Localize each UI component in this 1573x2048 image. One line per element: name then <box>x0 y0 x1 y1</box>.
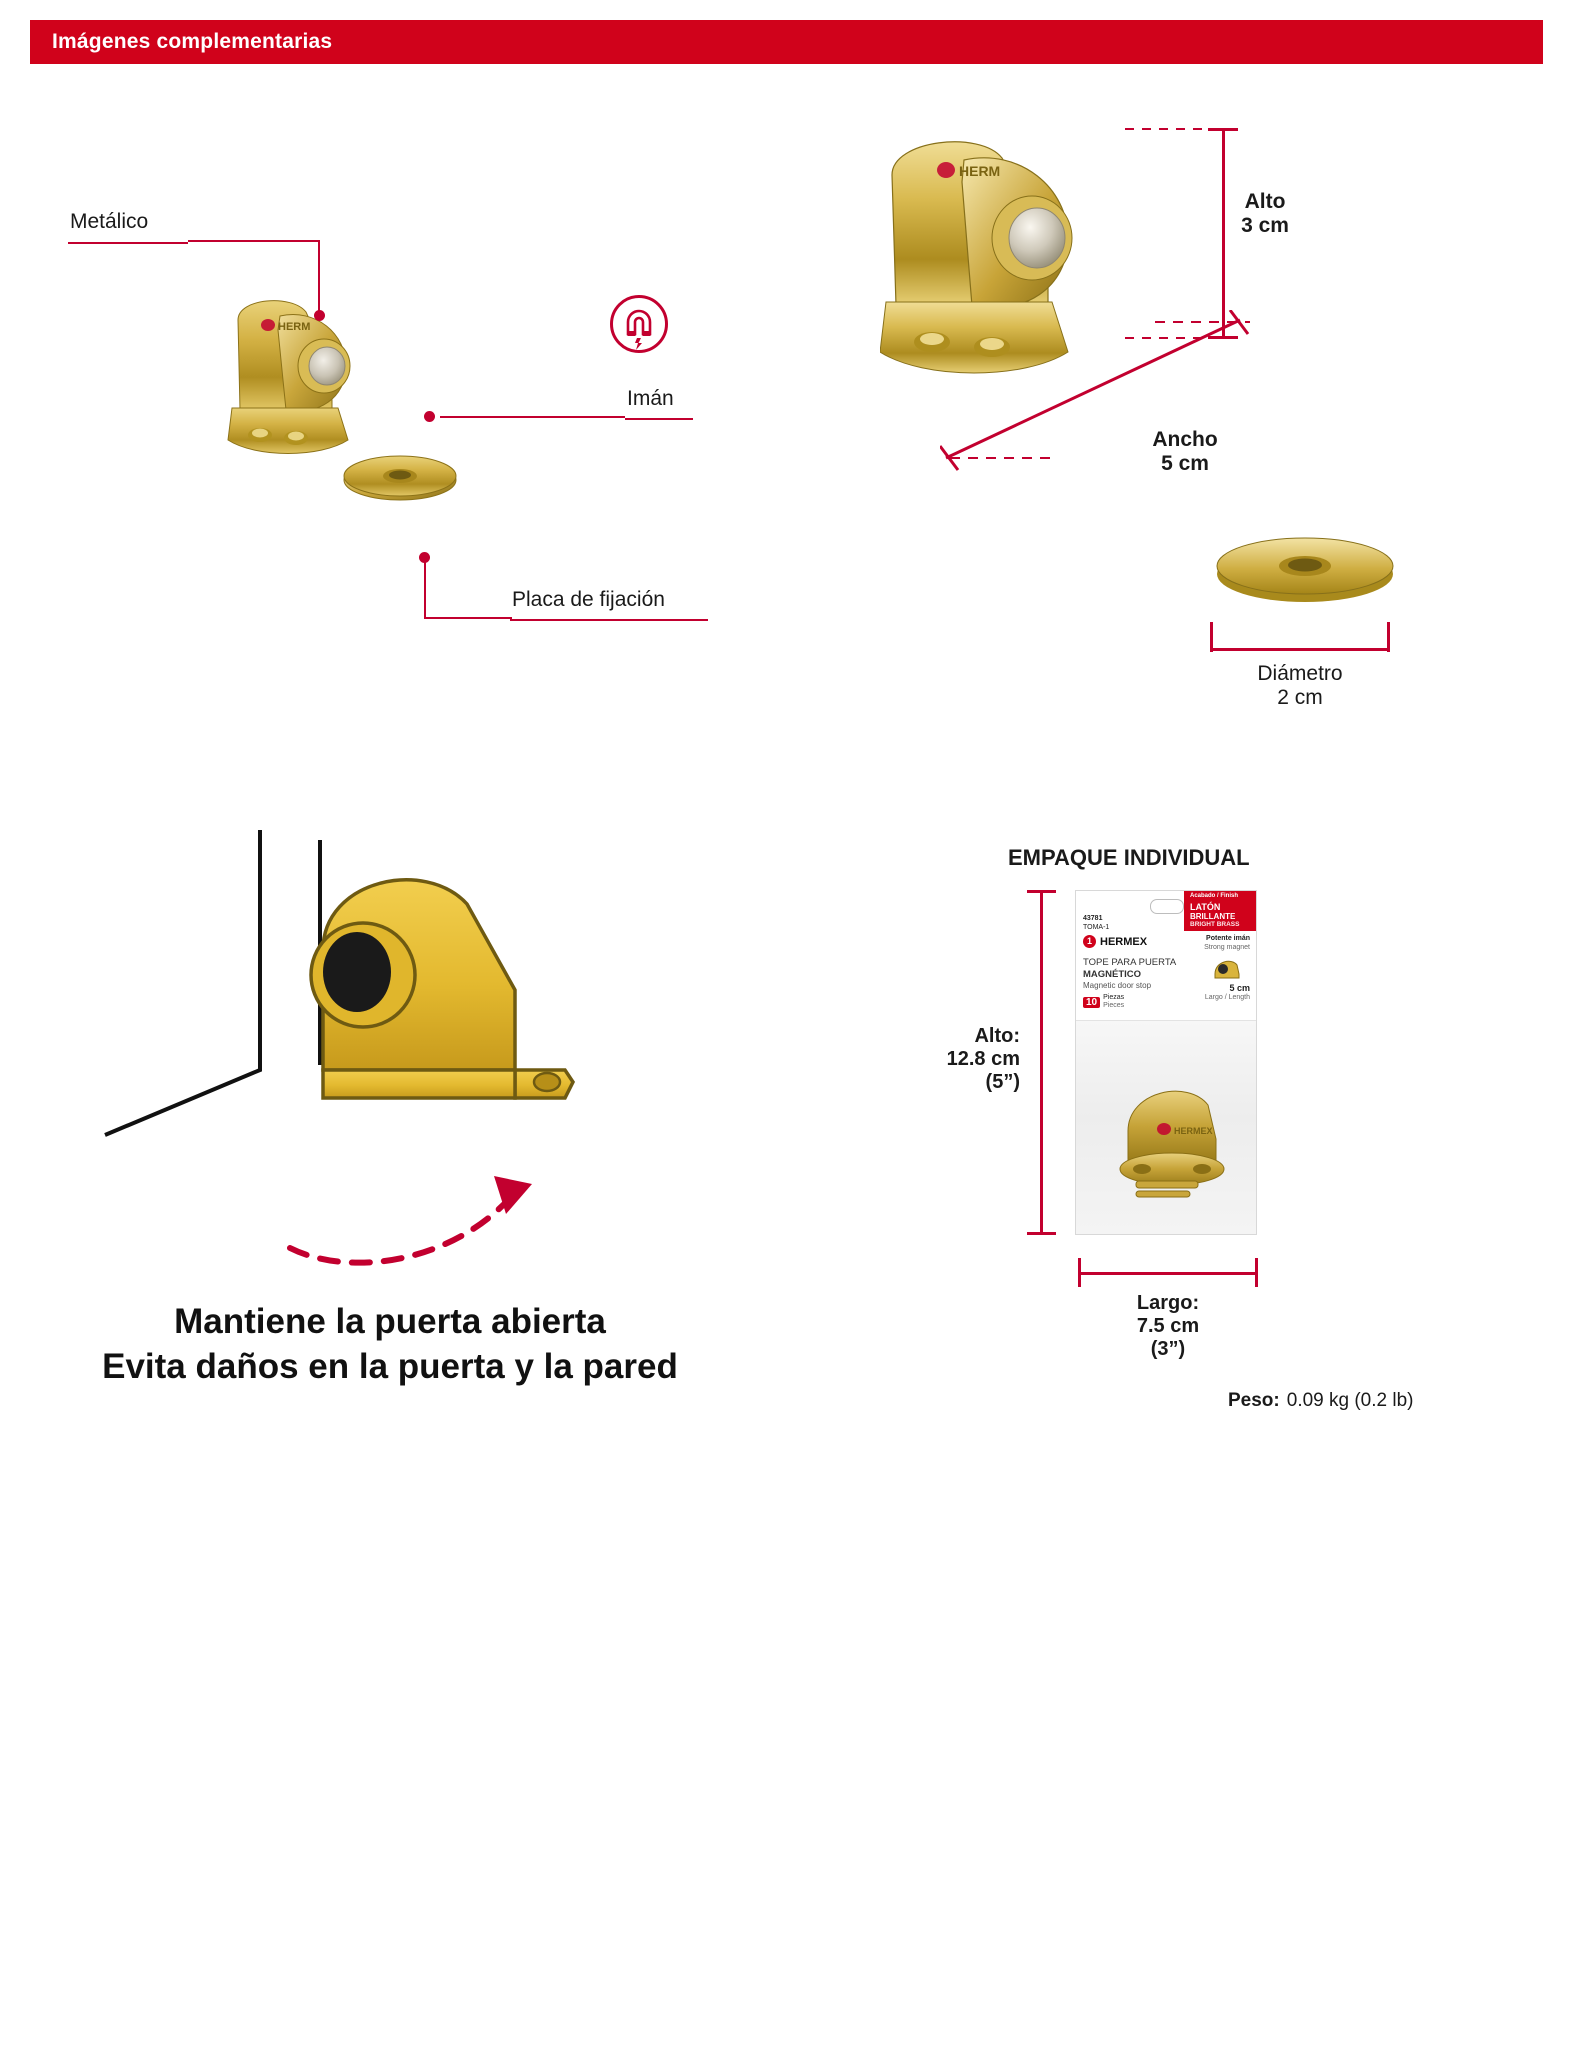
callout-dot-metalico <box>314 310 325 321</box>
package-brand-name: HERMEX <box>1100 935 1148 948</box>
package-finish-banner <box>1184 891 1256 931</box>
package-hang-hole <box>1150 899 1184 914</box>
door-stop-small-svg <box>220 290 520 550</box>
package-alto-inches: (5”) <box>985 1071 1020 1093</box>
package-contents-svg <box>1076 1021 1257 1235</box>
dim-diametro-value: 2 cm <box>1277 686 1323 709</box>
callout-label-placa: Placa de fijación <box>512 588 665 611</box>
svg-text:HERM: HERM <box>278 321 311 333</box>
package-finish-top: Acabado / Finish <box>1190 893 1239 899</box>
page-title: Imágenes complementarias <box>52 30 333 53</box>
dim-alto-value: 3 cm <box>1241 214 1289 237</box>
dim-diametro-block <box>1190 662 1410 710</box>
package-product-thumb-icon <box>1212 954 1242 980</box>
package-brand <box>1083 935 1147 948</box>
package-sku: TOMA-1 <box>1083 924 1110 931</box>
package-dim-largo-tick-right <box>1255 1258 1258 1287</box>
package-size-value: 5 cm <box>1229 983 1250 993</box>
strike-plate-illustration <box>1205 520 1405 620</box>
section-header-band <box>30 20 1543 64</box>
package-dim-alto-tick-bottom <box>1027 1232 1056 1235</box>
callout-dot-iman <box>424 411 435 422</box>
svg-text:HERM: HERM <box>959 163 1001 179</box>
package-product-es-1: TOPE PARA PUERTA <box>1083 957 1177 968</box>
package-qty-note-en: Pieces <box>1103 1002 1125 1010</box>
magnet-icon <box>610 295 668 353</box>
usage-slogan-line1: Mantiene la puerta abierta <box>174 1302 606 1341</box>
package-alto-label: Alto: <box>974 1025 1020 1047</box>
package-finish-1: LATÓN <box>1190 902 1221 912</box>
callout-line-placa-v <box>424 560 426 618</box>
package-qty-note-es: Piezas <box>1103 994 1125 1001</box>
usage-slogan <box>60 1300 720 1390</box>
package-section-title: EMPAQUE INDIVIDUAL <box>1008 845 1250 870</box>
package-largo-inches: (3”) <box>1150 1338 1186 1360</box>
package-photo <box>1075 890 1257 1235</box>
package-largo-value: 7.5 cm <box>1136 1315 1200 1337</box>
package-dim-alto-tick-top <box>1027 890 1056 893</box>
usage-slogan-line2: Evita daños en la puerta y la pared <box>102 1346 678 1386</box>
package-weight-row <box>1228 1390 1414 1412</box>
package-dim-largo-line <box>1078 1272 1258 1275</box>
package-peso-label: Peso: <box>1228 1390 1280 1411</box>
package-product-en: Magnetic door stop <box>1083 980 1152 990</box>
package-largo-label: Largo: <box>1136 1292 1200 1314</box>
package-magnet-note-en: Strong magnet <box>1204 944 1250 951</box>
dim-guide-diametro-line <box>1210 648 1390 651</box>
callout-line-placa-h <box>424 617 512 619</box>
brand-badge-icon: 1 <box>1083 935 1096 948</box>
door-swing-arrow-icon <box>280 1170 580 1280</box>
package-dim-largo-tick-left <box>1078 1258 1081 1287</box>
usage-scene-svg <box>95 820 625 1230</box>
callout-line-iman-h <box>440 416 625 418</box>
dim-diametro-label: Diámetro <box>1257 662 1343 685</box>
dim-ancho-value: 5 cm <box>1161 452 1209 475</box>
package-header-card <box>1076 891 1256 1021</box>
callout-underline-iman <box>625 418 693 420</box>
package-size-note: Largo / Length <box>1204 994 1250 1001</box>
dim-tick-diametro-left <box>1210 622 1213 652</box>
dim-tick-diametro-right <box>1387 622 1390 652</box>
svg-text:HERMEX: HERMEX <box>1174 1126 1213 1136</box>
dim-ancho-block <box>1095 428 1275 476</box>
callout-line-metalico-h <box>188 240 320 242</box>
usage-illustration <box>95 820 625 1230</box>
product-exploded-illustration <box>220 290 520 550</box>
dim-alto-label: Alto <box>1244 190 1286 213</box>
package-qty-number: 10 <box>1083 997 1100 1008</box>
dim-alto-block <box>1190 190 1340 238</box>
callout-dot-placa <box>419 552 430 563</box>
package-peso-value: 0.09 kg (0.2 lb) <box>1286 1390 1414 1411</box>
package-code: 43781 <box>1083 915 1103 922</box>
callout-line-metalico-v <box>318 240 320 315</box>
package-finish-2: BRILLANTE <box>1190 912 1236 921</box>
package-finish-3: BRIGHT BRASS <box>1190 921 1240 928</box>
dim-tick-alto-top <box>1208 128 1238 131</box>
callout-underline-placa <box>510 619 708 621</box>
dim-ancho-label: Ancho <box>1152 428 1218 451</box>
package-magnet-note-es: Potente imán <box>1206 935 1250 942</box>
package-plastic-bag <box>1076 1021 1256 1235</box>
package-dim-alto-line <box>1040 890 1043 1235</box>
callout-underline-metalico <box>68 242 188 244</box>
package-product-es-2: MAGNÉTICO <box>1083 968 1142 980</box>
package-dim-alto-block <box>880 1025 1020 1094</box>
callout-label-iman: Imán <box>627 387 674 410</box>
package-alto-value: 12.8 cm <box>946 1048 1020 1070</box>
callout-label-metalico: Metálico <box>70 210 149 233</box>
package-dim-largo-block <box>1068 1292 1268 1361</box>
strike-plate-svg <box>1205 520 1405 620</box>
